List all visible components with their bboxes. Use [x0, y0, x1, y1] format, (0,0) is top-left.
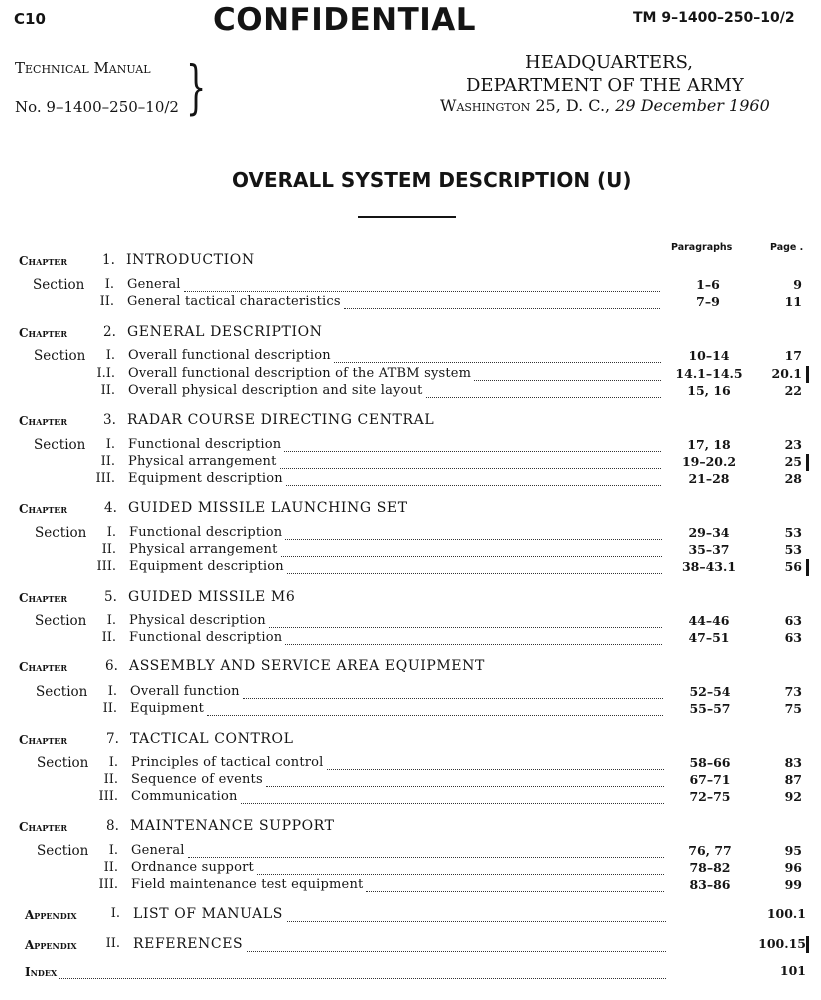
paragraph-range: 35–37 — [688, 542, 730, 557]
section-number: I. — [105, 348, 115, 363]
page-number: 53 — [784, 525, 802, 540]
dot-leader — [241, 802, 664, 804]
page-number: 56 — [784, 559, 802, 574]
section-label: Section — [37, 755, 89, 771]
section-title: Principles of tactical control — [131, 755, 324, 770]
section-label: Section — [37, 843, 89, 859]
dot-leader — [207, 714, 663, 716]
section-number: III. — [96, 559, 116, 574]
page-number: 87 — [784, 772, 802, 787]
dot-leader — [285, 538, 662, 540]
paragraph-range: 55–57 — [689, 701, 731, 716]
paragraph-range: 10–14 — [688, 348, 730, 363]
change-bar — [806, 936, 809, 953]
section-title: Overall physical description and site layout — [128, 383, 423, 398]
dot-leader — [334, 361, 661, 363]
paragraph-range: 7–9 — [696, 294, 720, 309]
paragraph-range: 72–75 — [689, 789, 731, 804]
chapter-label: Chapter — [19, 414, 68, 428]
section-title: Equipment — [130, 701, 205, 716]
section-number: II. — [102, 701, 117, 716]
section-title: Physical arrangement — [128, 454, 277, 469]
section-label: Section — [35, 613, 87, 629]
paragraph-range: 78–82 — [689, 860, 731, 875]
change-code: C10 — [14, 10, 46, 28]
column-header-page: Page . — [770, 242, 804, 253]
paragraph-range: 76, 77 — [688, 843, 732, 858]
chapter-label: Chapter — [19, 591, 68, 605]
dot-leader — [426, 396, 661, 398]
manual-id: TM 9–1400–250–10/2 — [633, 10, 795, 26]
chapter-number: 2. — [103, 324, 116, 340]
page-number: 53 — [784, 542, 802, 557]
page-number: 96 — [784, 860, 802, 875]
chapter-number: 8. — [106, 818, 119, 834]
appendix-number: II. — [105, 936, 120, 951]
appendix-number: I. — [110, 906, 120, 921]
section-number: II. — [103, 772, 118, 787]
tech-manual-label: Technical Manual — [15, 59, 151, 77]
section-number: II. — [101, 630, 116, 645]
page-number: 99 — [784, 877, 802, 892]
change-bar — [806, 366, 809, 383]
section-number: III. — [98, 877, 118, 892]
dot-leader — [284, 450, 661, 452]
section-label: Section — [34, 437, 86, 453]
chapter-number: 6. — [105, 658, 118, 674]
page-number: 22 — [784, 383, 802, 398]
dot-leader — [184, 290, 660, 292]
section-label: Section — [33, 277, 85, 293]
chapter-number: 5. — [104, 589, 117, 605]
page-number: 63 — [784, 630, 802, 645]
page-number: 100.1 — [766, 906, 806, 921]
section-number: I. — [106, 525, 116, 540]
chapter-number: 3. — [103, 412, 116, 428]
title-rule — [358, 216, 456, 218]
dot-leader — [344, 307, 660, 309]
page-number: 73 — [784, 684, 802, 699]
page-number: 25 — [784, 454, 802, 469]
section-title: Physical description — [129, 613, 266, 628]
page-number: 100.15 — [758, 936, 806, 951]
brace-symbol: } — [186, 53, 207, 121]
section-title: Overall function — [130, 684, 240, 699]
section-title: Overall functional description of the ATBM system — [128, 366, 472, 381]
section-label: Section — [35, 525, 87, 541]
chapter-title: GENERAL DESCRIPTION — [127, 324, 323, 340]
chapter-title: GUIDED MISSILE M6 — [128, 589, 296, 605]
dot-leader — [285, 643, 662, 645]
paragraph-range: 83–86 — [689, 877, 731, 892]
section-number: I. — [108, 755, 118, 770]
page-number: 83 — [784, 755, 802, 770]
chapter-title: GUIDED MISSILE LAUNCHING SET — [128, 500, 408, 516]
paragraph-range: 1–6 — [696, 277, 720, 292]
chapter-title: MAINTENANCE SUPPORT — [130, 818, 335, 834]
hq-place-date — [440, 96, 770, 115]
index-label: Index — [25, 965, 58, 979]
section-title: Functional description — [129, 525, 283, 540]
section-number: I. — [105, 437, 115, 452]
section-number: III. — [95, 471, 115, 486]
dot-leader — [287, 572, 662, 574]
dot-leader — [257, 873, 664, 875]
section-number: II. — [99, 294, 114, 309]
section-title: Equipment description — [128, 471, 283, 486]
page-number: 75 — [784, 701, 802, 716]
hq-date: 29 December 1960 — [615, 96, 770, 115]
page-number: 23 — [784, 437, 802, 452]
dot-leader — [247, 950, 666, 952]
chapter-title: TACTICAL CONTROL — [130, 731, 294, 747]
paragraph-range: 52–54 — [689, 684, 731, 699]
section-number: II. — [100, 454, 115, 469]
section-number: II. — [101, 542, 116, 557]
appendix-label: Appendix — [25, 938, 77, 952]
section-number: II. — [103, 860, 118, 875]
manual-number: No. 9–1400–250–10/2 — [15, 98, 179, 116]
chapter-title: RADAR COURSE DIRECTING CENTRAL — [127, 412, 435, 428]
page-number: 20.1 — [771, 366, 802, 381]
section-number: I.I. — [96, 366, 115, 381]
section-title: Functional description — [128, 437, 282, 452]
page-title: OVERALL SYSTEM DESCRIPTION (U) — [232, 168, 632, 192]
appendix-label: Appendix — [25, 908, 77, 922]
section-title: General — [131, 843, 185, 858]
page-number: 9 — [793, 277, 802, 292]
chapter-label: Chapter — [19, 660, 68, 674]
section-title: Overall functional description — [128, 348, 331, 363]
section-title: Field maintenance test equipment — [131, 877, 364, 892]
chapter-number: 4. — [104, 500, 117, 516]
hq-line-1: HEADQUARTERS, — [525, 52, 693, 73]
paragraph-range: 19–20.2 — [681, 454, 737, 469]
page-number: 63 — [784, 613, 802, 628]
chapter-label: Chapter — [19, 820, 68, 834]
dot-leader — [59, 977, 666, 979]
dot-leader — [366, 890, 664, 892]
paragraph-range: 15, 16 — [687, 383, 731, 398]
section-title: Ordnance support — [131, 860, 254, 875]
page-number: 95 — [784, 843, 802, 858]
section-number: I. — [108, 843, 118, 858]
classification-banner: CONFIDENTIAL — [213, 2, 477, 38]
dot-leader — [266, 785, 664, 787]
section-number: I. — [104, 277, 114, 292]
section-number: I. — [107, 684, 117, 699]
section-title: Equipment description — [129, 559, 284, 574]
page-number: 101 — [779, 963, 806, 978]
section-title: Physical arrangement — [129, 542, 278, 557]
paragraph-range: 29–34 — [688, 525, 730, 540]
section-label: Section — [36, 684, 88, 700]
chapter-title: INTRODUCTION — [126, 252, 255, 268]
section-title: Communication — [131, 789, 238, 804]
chapter-title: ASSEMBLY AND SERVICE AREA EQUIPMENT — [129, 658, 485, 674]
hq-place: Washington 25, D. C., — [440, 96, 611, 115]
chapter-number: 1. — [102, 252, 115, 268]
appendix-title: REFERENCES — [133, 936, 244, 952]
chapter-label: Chapter — [19, 733, 68, 747]
chapter-label: Chapter — [19, 326, 68, 340]
dot-leader — [188, 856, 664, 858]
column-header-paragraphs: Paragraphs — [671, 242, 733, 253]
paragraph-range: 47–51 — [688, 630, 730, 645]
paragraph-range: 38–43.1 — [681, 559, 737, 574]
appendix-title: LIST OF MANUALS — [133, 906, 283, 922]
dot-leader — [286, 484, 661, 486]
dot-leader — [327, 768, 664, 770]
section-number: I. — [106, 613, 116, 628]
dot-leader — [474, 379, 661, 381]
paragraph-range: 67–71 — [689, 772, 731, 787]
change-bar — [806, 559, 809, 576]
paragraph-range: 14.1–14.5 — [675, 366, 743, 381]
dot-leader — [269, 626, 662, 628]
page-number: 11 — [784, 294, 802, 309]
section-title: General — [127, 277, 181, 292]
section-title: General tactical characteristics — [127, 294, 341, 309]
chapter-label: Chapter — [19, 254, 68, 268]
dot-leader — [243, 697, 663, 699]
section-number: III. — [98, 789, 118, 804]
page-number: 28 — [784, 471, 802, 486]
page-number: 92 — [784, 789, 802, 804]
paragraph-range: 17, 18 — [687, 437, 731, 452]
paragraph-range: 44–46 — [688, 613, 730, 628]
hq-line-2: DEPARTMENT OF THE ARMY — [466, 75, 744, 96]
paragraph-range: 21–28 — [688, 471, 730, 486]
chapter-number: 7. — [106, 731, 119, 747]
paragraph-range: 58–66 — [689, 755, 731, 770]
dot-leader — [287, 920, 666, 922]
section-label: Section — [34, 348, 86, 364]
section-title: Sequence of events — [131, 772, 263, 787]
change-bar — [806, 454, 809, 471]
section-title: Functional description — [129, 630, 283, 645]
chapter-label: Chapter — [19, 502, 68, 516]
dot-leader — [281, 555, 662, 557]
dot-leader — [280, 467, 661, 469]
page-number: 17 — [784, 348, 802, 363]
section-number: II. — [100, 383, 115, 398]
